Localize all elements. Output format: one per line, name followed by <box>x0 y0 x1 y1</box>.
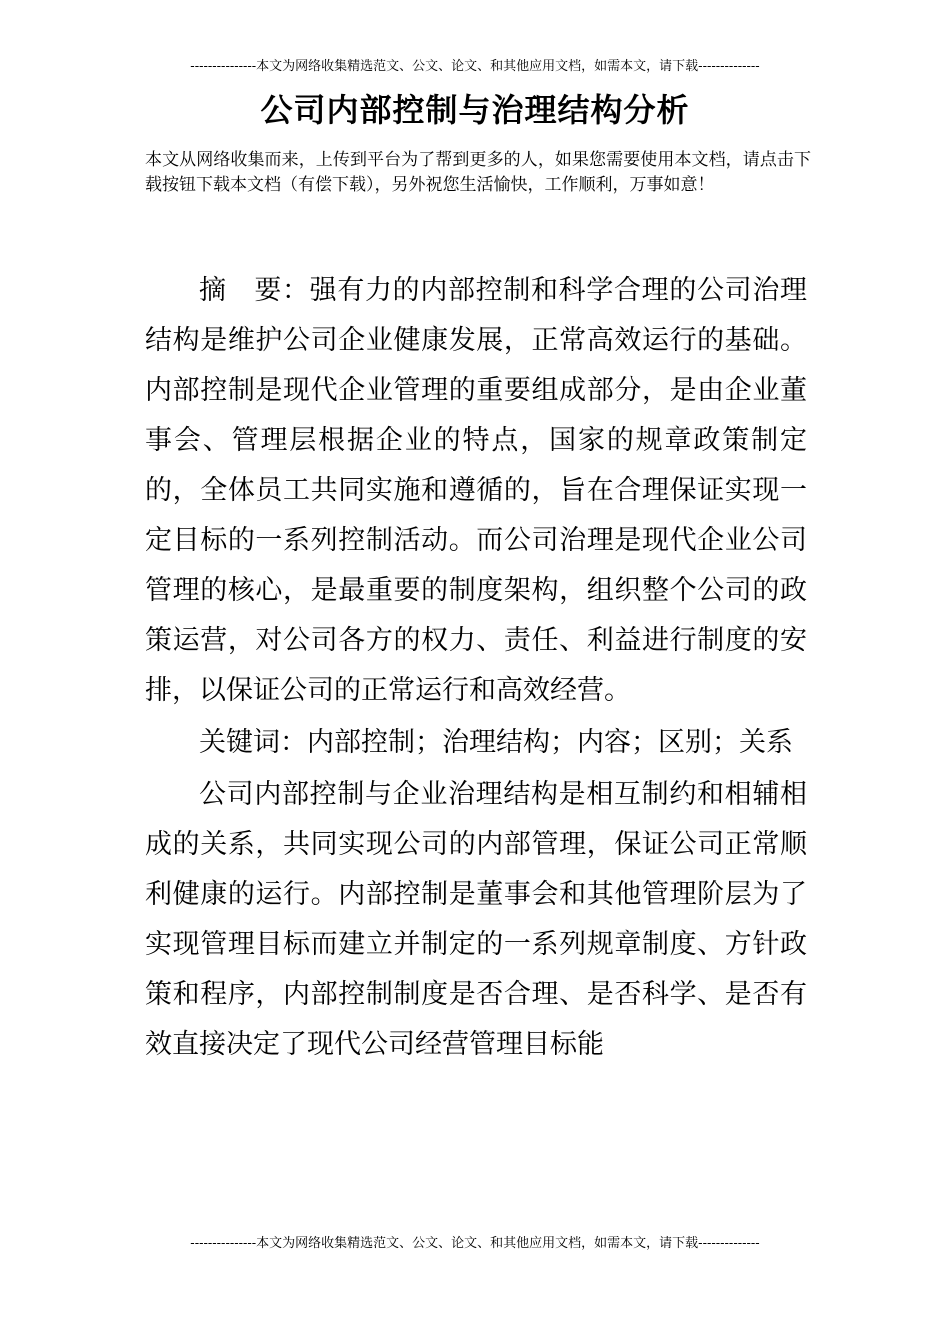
document-body <box>145 266 807 1072</box>
abstract-paragraph: 摘 要：强有力的内部控制和科学合理的公司治理结构是维护公司企业健康发展，正常高效运行的基础。内部控制是现代企业管理的重要组成部分，是由企业董事会、管理层根据企业的特点，国家的规章政策制定的，全体员工共同实施和遵循的，旨在合理保证实现一定目标的一系列控制活动。而公司治理是现代企业公司管理的核心，是最重要的制度架构，组织整个公司的政策运营，对公司各方的权力、责任、利益进行制度的安排，以保证公司的正常运行和高效经营。 <box>145 275 807 706</box>
page-header-banner: ---------------本文为网络收集精选范文、公文、论文、和其他应用文档，如需本文，请下载-------------- <box>190 59 760 74</box>
document-title: 公司内部控制与治理结构分析 <box>260 91 690 129</box>
download-notice: 本文从网络收集而来，上传到平台为了帮到更多的人，如果您需要使用本文档，请点击下载按钮下载本文档（有偿下载），另外祝您生活愉快，工作顺利，万事如意！ <box>145 150 811 195</box>
keywords-paragraph: 关键词：内部控制；治理结构；内容；区别；关系 <box>199 727 793 758</box>
page-footer-banner: ---------------本文为网络收集精选范文、公文、论文、和其他应用文档，如需本文，请下载-------------- <box>190 1236 760 1251</box>
body-paragraph-1: 公司内部控制与企业治理结构是相互制约和相辅相成的关系，共同实现公司的内部管理，保证公司正常顺利健康的运行。内部控制是董事会和其他管理阶层为了实现管理目标而建立并制定的一系列规章制度、方针政策和程序，内部控制制度是否合理、是否科学、是否有效直接决定了现代公司经营管理目标能 <box>145 779 807 1060</box>
